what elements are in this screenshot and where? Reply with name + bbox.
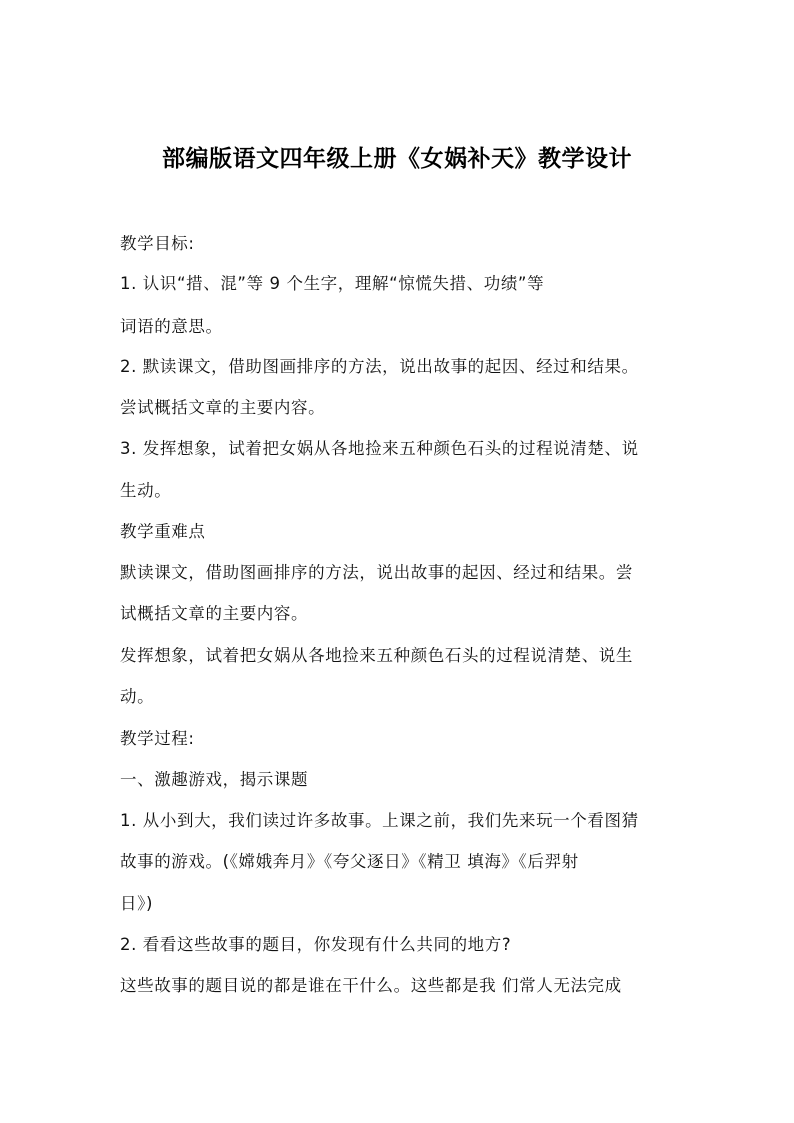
section-heading-key-points: 教学重难点 bbox=[120, 522, 206, 541]
paragraph-line: 试概括文章的主要内容。 bbox=[120, 604, 309, 623]
paragraph-line: 默读课文，借助图画排序的方法，说出故事的起因、经过和结果。尝 bbox=[120, 563, 633, 582]
paragraph-line: 1. 认识“措、混”等 9 个生字，理解“惊慌失措、功绩”等 bbox=[120, 274, 545, 293]
paragraph-line: 3. 发挥想象，试着把女娲从各地捡来五种颜色石头的过程说清楚、说 bbox=[120, 439, 639, 458]
paragraph-line: 2. 默读课文，借助图画排序的方法，说出故事的起因、经过和结果。 bbox=[120, 357, 639, 376]
document-title: 部编版语文四年级上册《女娲补天》教学设计 bbox=[162, 146, 632, 172]
section-heading-teaching-goals: 教学目标: bbox=[120, 234, 195, 253]
paragraph-line: 1. 从小到大，我们读过许多故事。上课之前，我们先来玩一个看图猜 bbox=[120, 811, 639, 830]
paragraph-line: 这些故事的题目说的都是谁在干什么。这些都是我 们常人无法完成 bbox=[120, 976, 622, 995]
paragraph-line: 发挥想象，试着把女娲从各地捡来五种颜色石头的过程说清楚、说生 bbox=[120, 646, 633, 665]
section-heading-teaching-process: 教学过程: bbox=[120, 729, 195, 748]
paragraph-line: 生动。 bbox=[120, 481, 172, 500]
paragraph-line: 故事的游戏。(《嫦娥奔月》《夸父逐日》《精卫 填海》《后羿射 bbox=[120, 852, 579, 871]
paragraph-line: 日》) bbox=[120, 894, 153, 913]
paragraph-line: 词语的意思。 bbox=[120, 317, 223, 336]
paragraph-line: 尝试概括文章的主要内容。 bbox=[120, 398, 326, 417]
paragraph-line: 动。 bbox=[120, 687, 155, 706]
subsection-heading: 一、激趣游戏，揭示课题 bbox=[120, 770, 309, 789]
paragraph-line: 2. 看看这些故事的题目，你发现有什么共同的地方? bbox=[120, 935, 512, 954]
